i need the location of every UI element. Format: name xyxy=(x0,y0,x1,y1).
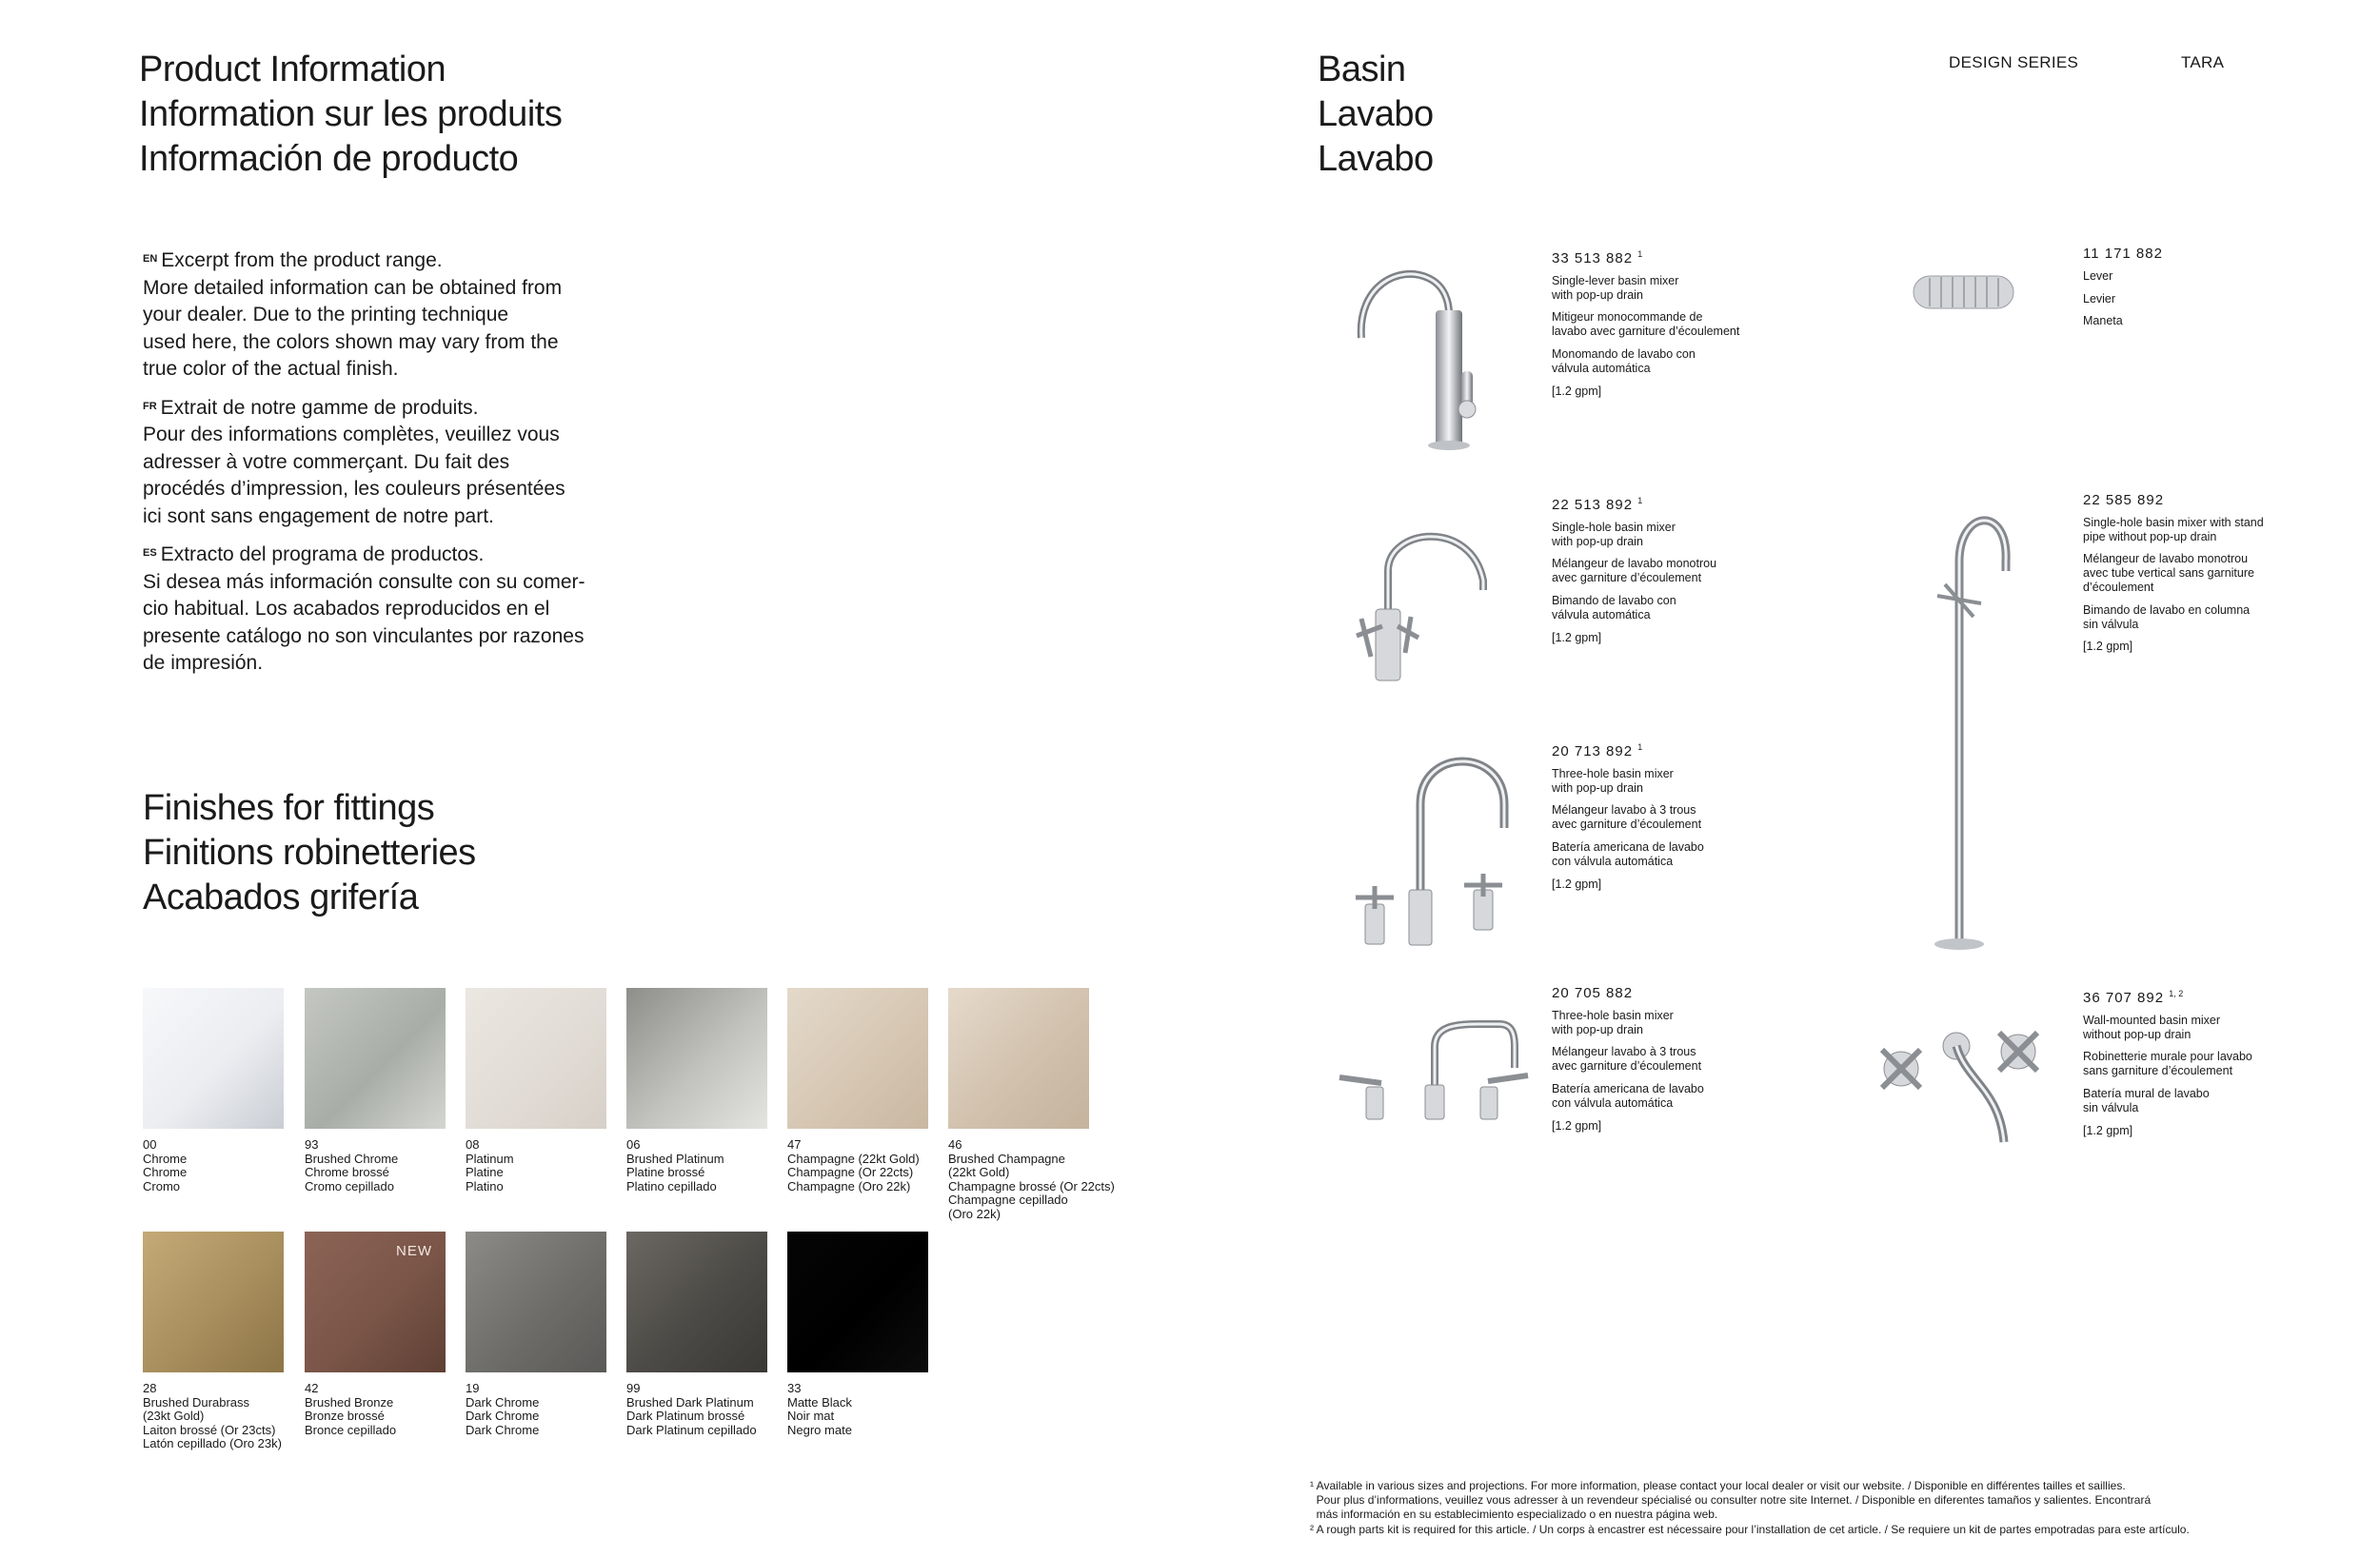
finish-swatch-platinum xyxy=(466,988,606,1129)
stand-pipe-basin-mixer-image xyxy=(1918,504,2023,952)
finish-label: 47 Champagne (22kt Gold) Champagne (Or 22cts) Champagne (Oro 22k) xyxy=(787,1137,920,1193)
intro-en: $^{EN}$ Excerpt from the product range. More detailed information can be obtained from your dealer. Due to the printing technique used here, the colors shown may vary from the true color of the actual finish. xyxy=(143,249,563,380)
intro-es: $^{ES}$ Extracto del programa de productos. Si desea más información consulte con su comer- cio habitual. Los acabados reproducidos en el presente catálogo no son vinculantes por razones de impresión. xyxy=(143,543,585,674)
intro-text xyxy=(143,246,638,687)
finish-swatch-brushed-dark-platinum xyxy=(626,1232,767,1372)
series-name: TARA xyxy=(2181,53,2225,71)
finish-label: 00 Chrome Chrome Cromo xyxy=(143,1137,188,1193)
finish-label: 33 Matte Black Noir mat Negro mate xyxy=(787,1381,852,1437)
finish-label: 06 Brushed Platinum Platine brossé Platino cepillado xyxy=(626,1137,724,1193)
finish-swatch-brushed-bronze xyxy=(305,1232,446,1372)
single-lever-basin-mixer-image xyxy=(1342,257,1495,452)
finishes-title: Finishes for fittings Finitions robinetteries Acabados grifería xyxy=(143,788,476,917)
finish-swatch-matte-black xyxy=(787,1232,928,1372)
footnotes: ¹ Available in various sizes and projections. For more information, please contact your local dealer or visit our website. / Disponible en différentes tailles et saillies. Pour plus d’informations, veuillez vous adresser à un revendeur spécialisé ou consulter notre site Internet. / Disponible en diferentes tamaños y salientes. Encontrará más información en su establecimiento especializado o en nuestra página web. ² A rough parts kit is required for this article. / Un corps à encastrer est nécessaire pour l’installation de cet article. / Se requiere un kit de partes empotradas para este artículo. xyxy=(1310,1479,2190,1536)
finish-swatch-brushed-durabrass xyxy=(143,1232,284,1372)
product-33-513-882: 33 513 882 $^1$ Single-lever basin mixer with pop-up drain Mitigeur monocommande de lavabo avec garniture d’écoulement Monomando de lavabo con válvula automática [1.2 gpm] xyxy=(1552,249,1740,398)
product-11-171-882: 11 171 882 Lever Levier Maneta xyxy=(2083,246,2163,328)
finish-label: 46 Brushed Champagne (22kt Gold) Champagne brossé (Or 22cts) Champagne cepillado (Oro 22k) xyxy=(948,1137,1115,1221)
basin-title: Basin Lavabo Lavabo xyxy=(1318,49,1434,179)
new-badge: NEW xyxy=(396,1243,432,1259)
single-hole-basin-mixer-image xyxy=(1352,514,1504,685)
three-hole-basin-mixer-square-spout-image xyxy=(1338,1018,1537,1123)
finish-swatch-brushed-chrome xyxy=(305,988,446,1129)
finish-label: 08 Platinum Platine Platino xyxy=(466,1137,514,1193)
intro-fr: $^{FR}$ Extrait de notre gamme de produits. Pour des informations complètes, veuillez vous adresser à votre commerçant. Du fait des procédés d’impression, les couleurs présentées ici sont sans engagement de notre part. xyxy=(143,396,565,527)
finish-label: 28 Brushed Durabrass (23kt Gold) Laiton brossé (Or 23cts) Latón cepillado (Oro 23k) xyxy=(143,1381,282,1451)
product-20-705-882: 20 705 882 Three-hole basin mixer with pop-up drain Mélangeur lavabo à 3 trous avec garniture d’écoulement Batería americana de lavabo con válvula automática [1.2 gpm] xyxy=(1552,985,1704,1133)
finish-swatch-brushed-platinum xyxy=(626,988,767,1129)
three-hole-basin-mixer-image xyxy=(1352,747,1533,952)
product-22-585-892: 22 585 892 Single-hole basin mixer with stand pipe without pop-up drain Mélangeur de lavabo monotrou avec tube vertical sans garniture d’écoulement Bimando de lavabo en columna sin válvula [1.2 gpm] xyxy=(2083,492,2264,654)
finish-label: 19 Dark Chrome Dark Chrome Dark Chrome xyxy=(466,1381,540,1437)
design-series-label: DESIGN SERIES xyxy=(1949,53,2079,71)
finish-label: 42 Brushed Bronze Bronze brossé Bronce cepillado xyxy=(305,1381,397,1437)
product-20-713-892: 20 713 892 $^1$ Three-hole basin mixer with pop-up drain Mélangeur lavabo à 3 trous avec garniture d’écoulement Batería americana de lavabo con válvula automática [1.2 gpm] xyxy=(1552,742,1704,891)
finish-swatch-brushed-champagne xyxy=(948,988,1089,1129)
product-info-title: Product Information Information sur les produits Información de producto xyxy=(139,49,563,179)
lever-image xyxy=(1909,266,2023,319)
product-36-707-892: 36 707 892 $^{1, 2}$ Wall-mounted basin mixer without pop-up drain Robinetterie murale pour lavabo sans garniture d’écoulement Batería mural de lavabo sin válvula [1.2 gpm] xyxy=(2083,989,2252,1137)
finish-swatch-champagne xyxy=(787,988,928,1129)
finish-label: 99 Brushed Dark Platinum Dark Platinum brossé Dark Platinum cepillado xyxy=(626,1381,757,1437)
finish-label: 93 Brushed Chrome Chrome brossé Cromo cepillado xyxy=(305,1137,399,1193)
finish-swatch-dark-chrome xyxy=(466,1232,606,1372)
finish-swatch-chrome xyxy=(143,988,284,1129)
wall-mounted-basin-mixer-image xyxy=(1861,1023,2047,1152)
product-22-513-892: 22 513 892 $^1$ Single-hole basin mixer with pop-up drain Mélangeur de lavabo monotrou avec garniture d’écoulement Bimando de lavabo con válvula automática [1.2 gpm] xyxy=(1552,496,1717,644)
